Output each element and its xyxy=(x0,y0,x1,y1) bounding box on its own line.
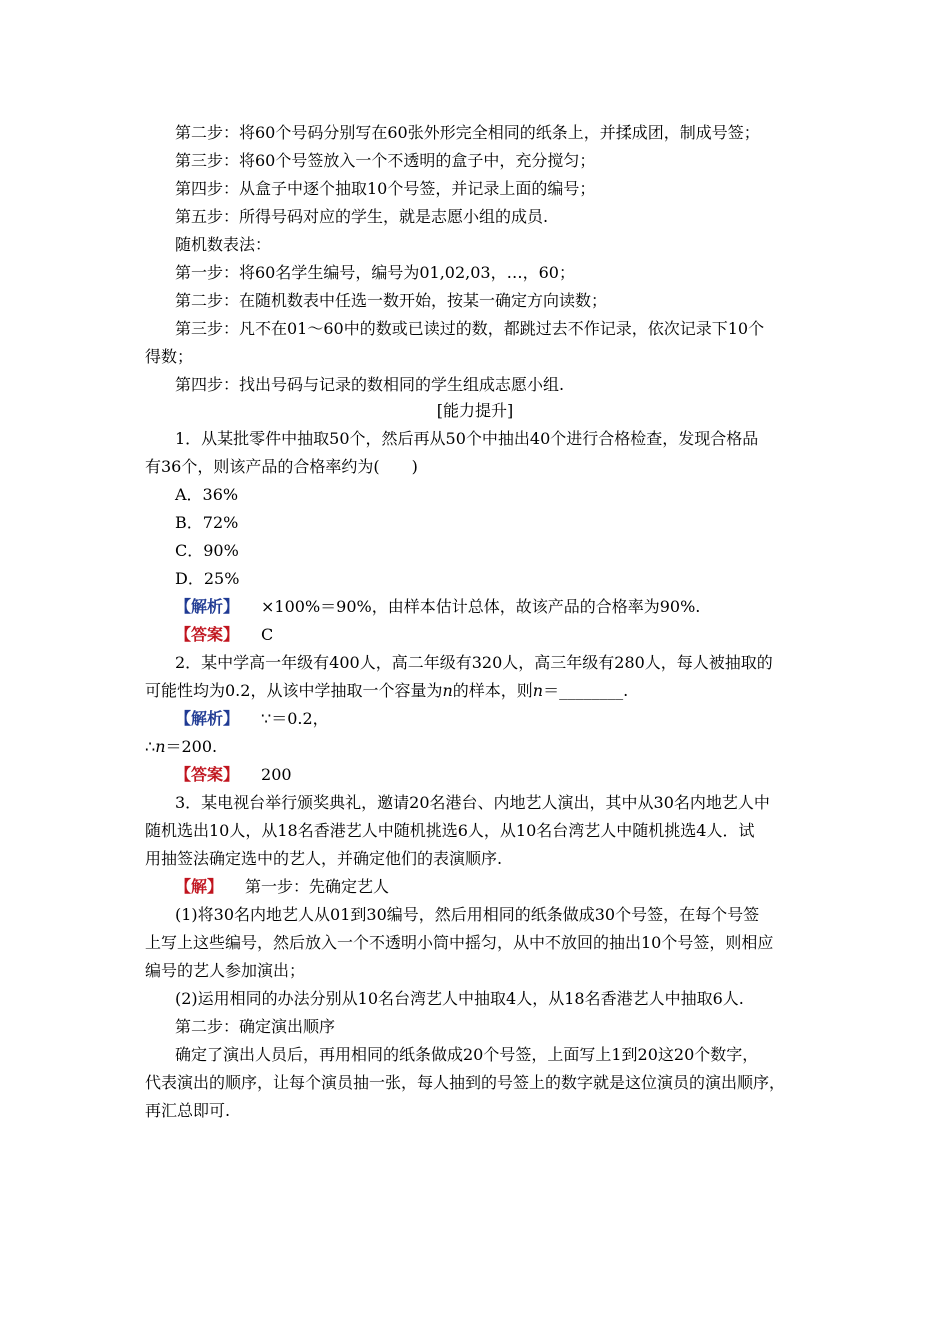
text-line: 随机数表法： xyxy=(175,235,272,254)
text-line: 第四步：从盒子中逐个抽取10个号签，并记录上面的编号； xyxy=(175,179,596,198)
analysis-text: ×100%＝90%，由样本估计总体，故该产品的合格率为90%. xyxy=(261,597,701,616)
q3-stem-line2: 随机选出10人，从18名香港艺人中随机挑选6人，从10名台湾艺人中随机挑选4人．试 xyxy=(145,821,755,840)
text-line: 第二步：在随机数表中任选一数开始，按某一确定方向读数； xyxy=(175,291,608,310)
therefore-symbol: ∴ xyxy=(145,737,156,756)
q3-p3-line2: 代表演出的顺序，让每个演员抽一张，每人抽到的号签上的数字就是这位演员的演出顺序， xyxy=(145,1073,786,1092)
analysis-text: ∵＝0.2， xyxy=(261,709,329,728)
q3-step2-title: 第二步：确定演出顺序 xyxy=(175,1017,336,1036)
q2-stem-line2 xyxy=(145,680,628,702)
q1-option-d: D．25% xyxy=(175,569,240,588)
q2-text: ＝________. xyxy=(543,681,629,700)
q3-p1-line2: 上写上这些编号，然后放入一个不透明小筒中摇匀，从中不放回的抽出10个号签，则相应 xyxy=(145,933,774,952)
answer-tag: 【答案】 xyxy=(175,625,240,644)
answer-text: 200 xyxy=(261,765,292,784)
q1-option-a: A．36% xyxy=(175,485,239,504)
q1-option-b: B．72% xyxy=(175,513,239,532)
solution-tag: 【解】 xyxy=(175,877,224,896)
q3-p2: (2)运用相同的办法分别从10名台湾艺人中抽取4人，从18名香港艺人中抽取6人. xyxy=(175,989,744,1008)
text-line: 第三步：凡不在01～60中的数或已读过的数，都跳过去不作记录，依次记录下10个 xyxy=(175,319,765,338)
q2-answer xyxy=(175,764,292,786)
q3-p1-line3: 编号的艺人参加演出； xyxy=(145,961,306,980)
q1-option-c: C．90% xyxy=(175,541,239,560)
answer-tag: 【答案】 xyxy=(175,765,240,784)
analysis-tag: 【解析】 xyxy=(175,597,240,616)
text-line: 得数； xyxy=(145,347,194,366)
q2-text: 可能性均为0.2，从该中学抽取一个容量为 xyxy=(145,681,443,700)
step1-title: 第一步：先确定艺人 xyxy=(245,877,390,896)
q1-analysis xyxy=(175,596,700,618)
text-line: 第三步：将60个号签放入一个不透明的盒子中，充分搅匀； xyxy=(175,151,596,170)
q2-var-n: n xyxy=(532,681,544,700)
q3-stem-line3: 用抽签法确定选中的艺人，并确定他们的表演顺序. xyxy=(145,849,503,868)
analysis-tag: 【解析】 xyxy=(175,709,240,728)
q2-text: ＝200. xyxy=(165,737,218,756)
text-line: 第四步：找出号码与记录的数相同的学生组成志愿小组. xyxy=(175,375,565,394)
q2-result xyxy=(145,736,217,758)
q1-answer xyxy=(175,624,273,646)
q1-stem-line1: 1．从某批零件中抽取50个，然后再从50个中抽出40个进行合格检查，发现合格品 xyxy=(175,429,759,448)
q3-p3-line1: 确定了演出人员后，再用相同的纸条做成20个号签，上面写上1到20这20个数字， xyxy=(175,1045,759,1064)
q1-stem-line2: 有36个，则该产品的合格率约为( ) xyxy=(145,457,418,476)
q3-p1-line1: (1)将30名内地艺人从01到30编号，然后用相同的纸条做成30个号签，在每个号签 xyxy=(175,905,760,924)
q3-stem-line1: 3．某电视台举行颁奖典礼，邀请20名港台、内地艺人演出，其中从30名内地艺人中 xyxy=(175,793,770,812)
q2-analysis xyxy=(175,708,329,730)
q2-text: 的样本，则 xyxy=(452,681,533,700)
q2-var-n: n xyxy=(155,737,166,756)
section-heading: [能力提升] xyxy=(436,401,514,420)
q3-solution-header xyxy=(175,876,389,898)
text-line: 第五步：所得号码对应的学生，就是志愿小组的成员. xyxy=(175,207,549,226)
answer-text: C xyxy=(261,625,274,644)
q2-stem-line1: 2．某中学高一年级有400人，高二年级有320人，高三年级有280人，每人被抽取的 xyxy=(175,653,773,672)
text-line: 第一步：将60名学生编号，编号为01,02,03，…，60； xyxy=(175,263,575,282)
q2-var-n: n xyxy=(442,681,453,700)
text-line: 第二步：将60个号码分别写在60张外形完全相同的纸条上，并揉成团，制成号签； xyxy=(175,123,760,142)
q3-p3-line3: 再汇总即可. xyxy=(145,1101,231,1120)
